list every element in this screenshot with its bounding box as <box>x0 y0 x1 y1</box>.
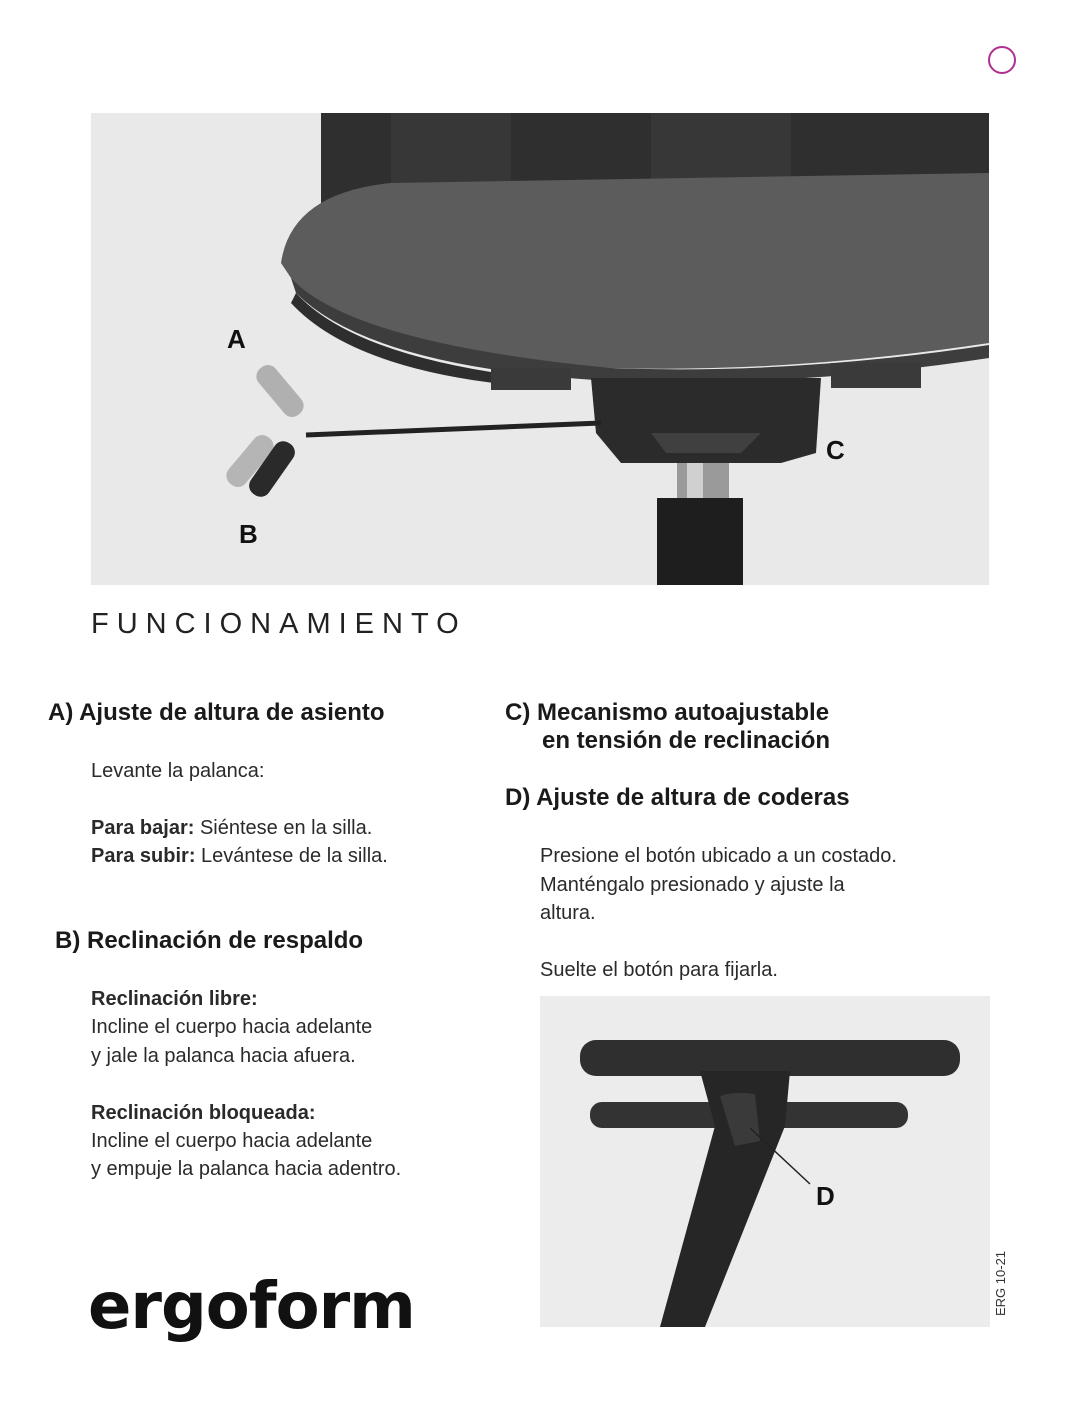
locked-recline-label: Reclinación bloqueada: <box>91 1102 316 1124</box>
free-recline-line2: y jale la palanca hacia afuera. <box>91 1045 356 1067</box>
section-d-line3: altura. <box>540 902 596 924</box>
locked-recline-line1: Incline el cuerpo hacia adelante <box>91 1130 373 1152</box>
section-a-intro: Levante la palanca: <box>91 760 265 782</box>
lower-text: Siéntese en la silla. <box>194 817 373 839</box>
section-d-line2: Manténgalo presionado y ajuste la <box>540 874 845 896</box>
armrest-photo <box>540 996 990 1327</box>
armrest-illustration <box>540 996 990 1327</box>
section-a-lower <box>91 814 372 843</box>
chair-mechanism-photo <box>91 113 989 585</box>
section-b-heading: B) Reclinación de respaldo <box>55 927 364 954</box>
callout-a: A <box>227 324 246 354</box>
section-a-heading: A) Ajuste de altura de asiento <box>48 699 385 726</box>
section-d-line4: Suelte el botón para fijarla. <box>540 959 778 981</box>
section-a-raise <box>91 842 388 871</box>
document-code: ERG 10-21 <box>993 1250 1008 1316</box>
section-title: FUNCIONAMIENTO <box>91 608 467 640</box>
lower-label: Para bajar: <box>91 817 195 839</box>
chair-illustration <box>91 113 989 585</box>
section-d-heading: D) Ajuste de altura de coderas <box>505 784 850 811</box>
section-c-heading-line2: en tensión de reclinación <box>542 727 831 754</box>
section-c-heading-line1: C) Mecanismo autoajustable <box>505 699 830 726</box>
brand-logo: ergoform <box>88 1270 415 1344</box>
raise-text: Levántese de la silla. <box>195 845 388 867</box>
callout-c: C <box>826 435 845 465</box>
raise-label: Para subir: <box>91 845 196 867</box>
section-d-line1: Presione el botón ubicado a un costado. <box>540 845 897 867</box>
callout-d: D <box>816 1181 835 1211</box>
free-recline-label: Reclinación libre: <box>91 988 258 1010</box>
locked-recline-line2: y empuje la palanca hacia adentro. <box>91 1158 402 1180</box>
callout-b: B <box>239 519 258 549</box>
free-recline-line1: Incline el cuerpo hacia adelante <box>91 1016 373 1038</box>
corner-circle-mark <box>988 46 1016 74</box>
